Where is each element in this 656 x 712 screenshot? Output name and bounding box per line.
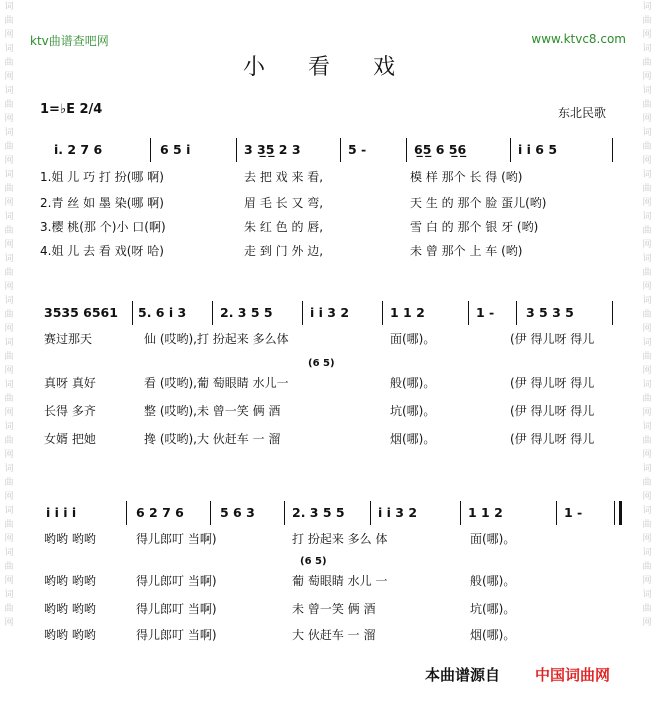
lyric-segment: 哟哟 哟哟 — [44, 532, 96, 546]
lyric-line — [40, 430, 622, 448]
lyric-line — [40, 242, 622, 260]
barline — [612, 301, 613, 325]
lyric-segment: 哟哟 哟哟 — [44, 574, 96, 588]
lyric-segment: 得儿郎叮 当啊) — [136, 628, 217, 642]
barline — [370, 501, 371, 525]
lyric-segment: 长得 多齐 — [44, 404, 96, 418]
measure: 1 - — [476, 305, 495, 320]
lyric-segment: 看 (哎哟),葡 萄眼睛 水儿一 — [144, 376, 289, 390]
measure: 2. 3 5 5 — [292, 505, 345, 520]
lyric-segment: 2.青 丝 如 墨 染(哪 啊) — [40, 196, 164, 210]
lyric-line — [40, 626, 622, 644]
barline — [150, 138, 151, 162]
measure: 5. 6 i 3 — [138, 305, 187, 320]
measure: 1 - — [564, 505, 583, 520]
barline — [510, 138, 511, 162]
measure: 3 3̲5̲ 2 3 — [244, 142, 301, 157]
lyric-segment: 面(哪)。 — [470, 532, 516, 546]
lyric-segment: 大 伙赶车 一 溜 — [292, 628, 376, 642]
barline — [132, 301, 133, 325]
measure: 5 - — [348, 142, 367, 157]
lyric-segment: 得儿郎叮 当啊) — [136, 602, 217, 616]
lyric-segment: 赛过那天 — [44, 332, 93, 346]
measure: 3 5 3 5 — [526, 305, 574, 320]
barline — [468, 301, 469, 325]
lyric-segment: 般(哪)。 — [470, 574, 516, 588]
source-site-link[interactable]: 中国词曲网 — [535, 666, 611, 684]
barline — [382, 301, 383, 325]
lyric-segment: 葡 萄眼睛 水儿 一 — [292, 574, 388, 588]
lyric-segment: 走 到 门 外 边, — [244, 244, 324, 258]
measure: i. 2 7 6 — [54, 142, 103, 157]
notation-row-2 — [40, 305, 622, 323]
lyric-segment: 得儿郎叮 当啊) — [136, 532, 217, 546]
lyric-segment: 哟哟 哟哟 — [44, 602, 96, 616]
measure: i i 3 2 — [378, 505, 418, 520]
measure: i i 6 5 — [518, 142, 558, 157]
lyric-segment: 未 曾 那个 上 车 (哟) — [410, 244, 523, 258]
measure: 2. 3 5 5 — [220, 305, 273, 320]
lyric-line — [40, 572, 622, 590]
lyric-segment: 去 把 戏 来 看, — [244, 170, 324, 184]
lyric-line — [40, 330, 622, 348]
lyric-segment: 得儿郎叮 当啊) — [136, 574, 217, 588]
genre-label: 东北民歌 — [557, 106, 606, 120]
site-watermark-right: www.ktvc8.com — [531, 32, 626, 46]
measure: 1 1 2 — [468, 505, 503, 520]
barline — [284, 501, 285, 525]
final-barline — [614, 501, 622, 525]
right-watermark-strip: 词曲网词曲网词曲网词曲网词曲网词曲网词曲网词曲网词曲网词曲网词曲网词曲网词曲网词曲网词曲网 — [642, 2, 652, 628]
barline — [460, 501, 461, 525]
notation-row-1 — [40, 142, 622, 160]
grace-note-annotation: (6 5) — [308, 358, 335, 369]
lyric-segment: (伊 得儿呀 得儿 — [510, 404, 595, 418]
lyric-segment: (伊 得儿呀 得儿 — [510, 432, 595, 446]
grace-note-annotation: (6 5) — [300, 556, 327, 567]
lyric-segment: 真呀 真好 — [44, 376, 96, 390]
measure: 3535 6561 — [44, 305, 118, 320]
lyric-segment: 未 曾一笑 俩 酒 — [292, 602, 376, 616]
barline — [210, 501, 211, 525]
left-watermark-strip: 词曲网词曲网词曲网词曲网词曲网词曲网词曲网词曲网词曲网词曲网词曲网词曲网词曲网词曲网词曲网 — [4, 2, 14, 628]
barline — [126, 501, 127, 525]
lyric-segment: 面(哪)。 — [390, 332, 436, 346]
measure: i i i i — [46, 505, 77, 520]
lyric-line — [40, 218, 622, 236]
song-title: 小 看 戏 — [243, 55, 413, 80]
measure: 5 6 3 — [220, 505, 255, 520]
measure: 6 2 7 6 — [136, 505, 184, 520]
lyric-segment: 朱 红 色 的 唇, — [244, 220, 324, 234]
barline — [212, 301, 213, 325]
lyric-segment: 搀 (哎哟),大 伙赶车 一 溜 — [144, 432, 281, 446]
measure: i i 3 2 — [310, 305, 350, 320]
barline — [556, 501, 557, 525]
lyric-segment: 烟(哪)。 — [390, 432, 436, 446]
lyric-segment: 坑(哪)。 — [390, 404, 436, 418]
barline — [302, 301, 303, 325]
lyric-segment: 打 扮起来 多么 体 — [292, 532, 388, 546]
source-label: 本曲谱源自 — [425, 666, 501, 684]
lyric-segment: 1.姐 儿 巧 打 扮(哪 啊) — [40, 170, 164, 184]
lyric-line — [40, 530, 622, 548]
lyric-segment: 女婿 把她 — [44, 432, 96, 446]
lyric-segment: (伊 得儿呀 得儿 — [510, 332, 595, 346]
lyric-line — [40, 194, 622, 212]
key-signature: 1=♭E 2/4 — [40, 102, 103, 117]
barline — [340, 138, 341, 162]
measure: 6 5 i — [160, 142, 191, 157]
lyric-segment: 雪 白 的 那个 银 牙 (哟) — [410, 220, 539, 234]
lyric-segment: 3.樱 桃(那 个)小 口(啊) — [40, 220, 166, 234]
barline — [406, 138, 407, 162]
measure: 1 1 2 — [390, 305, 425, 320]
lyric-segment: 眉 毛 长 又 弯, — [244, 196, 324, 210]
lyric-segment: 模 样 那个 长 得 (哟) — [410, 170, 523, 184]
barline — [236, 138, 237, 162]
lyric-segment: 整 (哎哟),未 曾一笑 俩 酒 — [144, 404, 281, 418]
lyric-line — [40, 402, 622, 420]
lyric-segment: 4.姐 儿 去 看 戏(呀 哈) — [40, 244, 164, 258]
site-watermark-left: ktv曲谱查吧网 — [30, 34, 109, 48]
barline — [516, 301, 517, 325]
lyric-segment: 哟哟 哟哟 — [44, 628, 96, 642]
lyric-segment: 仙 (哎哟),打 扮起来 多么体 — [144, 332, 289, 346]
lyric-segment: 天 生 的 那个 脸 蛋儿(哟) — [410, 196, 547, 210]
measure: 6̲5̲ 6 5̲6̲ — [414, 142, 467, 157]
barline — [612, 138, 613, 162]
lyric-line — [40, 168, 622, 186]
lyric-segment: 般(哪)。 — [390, 376, 436, 390]
lyric-segment: 烟(哪)。 — [470, 628, 516, 642]
lyric-segment: 坑(哪)。 — [470, 602, 516, 616]
lyric-segment: (伊 得儿呀 得儿 — [510, 376, 595, 390]
lyric-line — [40, 374, 622, 392]
lyric-line — [40, 600, 622, 618]
notation-row-3 — [40, 505, 622, 523]
